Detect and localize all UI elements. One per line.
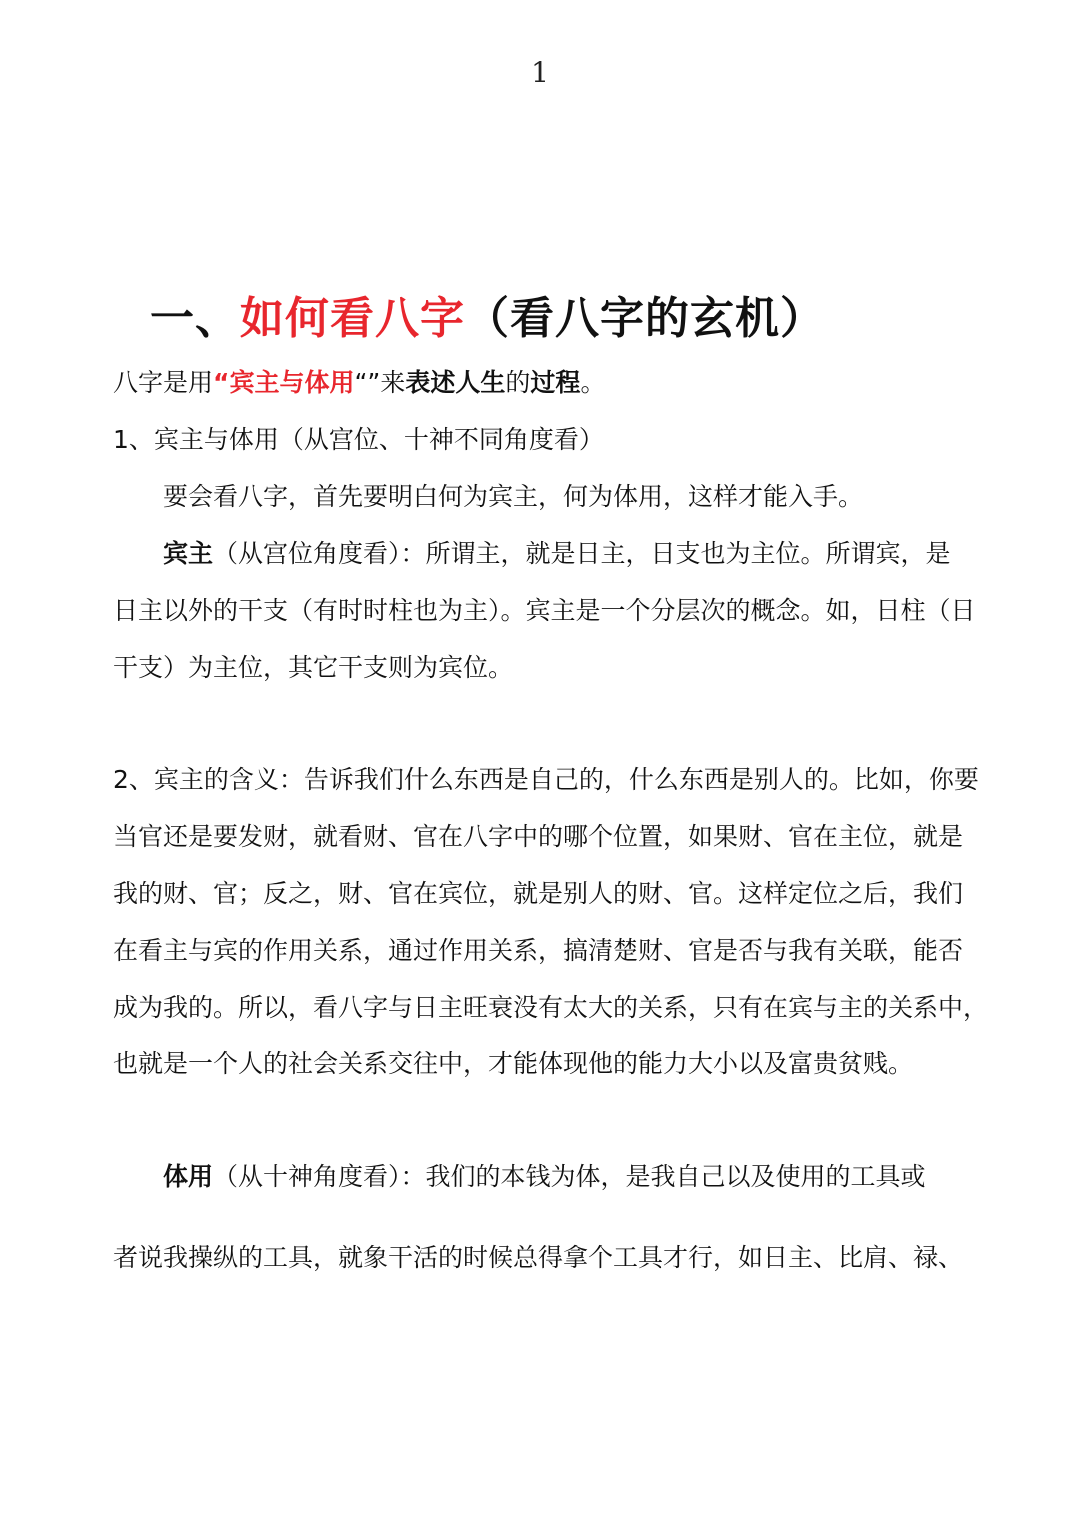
point2-line: 在看主与宾的作用关系，通过作用关系，搞清楚财、官是否与我有关联，能否	[113, 936, 964, 965]
page-number: 1	[531, 56, 549, 89]
intro-text-4: 。	[580, 368, 606, 397]
intro-text-3: 的	[505, 368, 531, 397]
intro-quote-open: “	[213, 368, 230, 397]
binzhu-line-3: 干支）为主位，其它干支则为宾位。	[113, 653, 514, 682]
intro-quote-rest: “”	[354, 368, 381, 397]
binzhu-text-1: （从宫位角度看）：所谓主，就是日主，日支也为主位。所谓宾，是	[213, 539, 951, 568]
point2-line: 也就是一个人的社会关系交往中，才能体现他的能力大小以及富贵贫贱。	[113, 1049, 914, 1078]
point2-line: 2、宾主的含义：告诉我们什么东西是自己的，什么东西是别人的。比如，你要	[113, 765, 979, 794]
point1-text: 要会看八字，首先要明白何为宾主，何为体用，这样才能入手。	[163, 482, 864, 511]
point2-line: 当官还是要发财，就看财、官在八字中的哪个位置，如果财、官在主位，就是	[113, 822, 964, 851]
point2-line: 成为我的。所以，看八字与日主旺衰没有太大的关系，只有在宾与主的关系中，	[113, 993, 989, 1022]
heading-suffix: （看八字的玄机）	[465, 293, 825, 344]
intro-paragraph	[113, 366, 605, 400]
intro-bold-2: 过程	[530, 368, 581, 397]
intro-term: 宾主与体用	[229, 368, 355, 397]
point2-line: 我的财、官；反之，财、官在宾位，就是别人的财、官。这样定位之后，我们	[113, 879, 964, 908]
intro-bold-1: 表述人生	[405, 368, 506, 397]
tiyong-label: 体用	[163, 1162, 214, 1191]
tiyong-text-1: （从十神角度看）：我们的本钱为体，是我自己以及使用的工具或	[213, 1162, 926, 1191]
tiyong-line-1	[163, 1160, 926, 1194]
binzhu-label: 宾主	[163, 539, 214, 568]
binzhu-line-1	[163, 537, 951, 571]
tiyong-line-2: 者说我操纵的工具，就象干活的时候总得拿个工具才行，如日主、比肩、禄、	[113, 1243, 964, 1272]
binzhu-line-2: 日主以外的干支（有时时柱也为主）。宾主是一个分层次的概念。如，日柱（日	[113, 596, 976, 625]
intro-text: 八字是用	[113, 368, 214, 397]
section-heading	[150, 282, 825, 346]
point1-title: 1、宾主与体用（从宫位、十神不同角度看）	[113, 425, 604, 454]
heading-highlight: 如何看八字	[240, 293, 465, 344]
intro-text-2: 来	[380, 368, 406, 397]
heading-prefix: 一、	[150, 293, 240, 344]
